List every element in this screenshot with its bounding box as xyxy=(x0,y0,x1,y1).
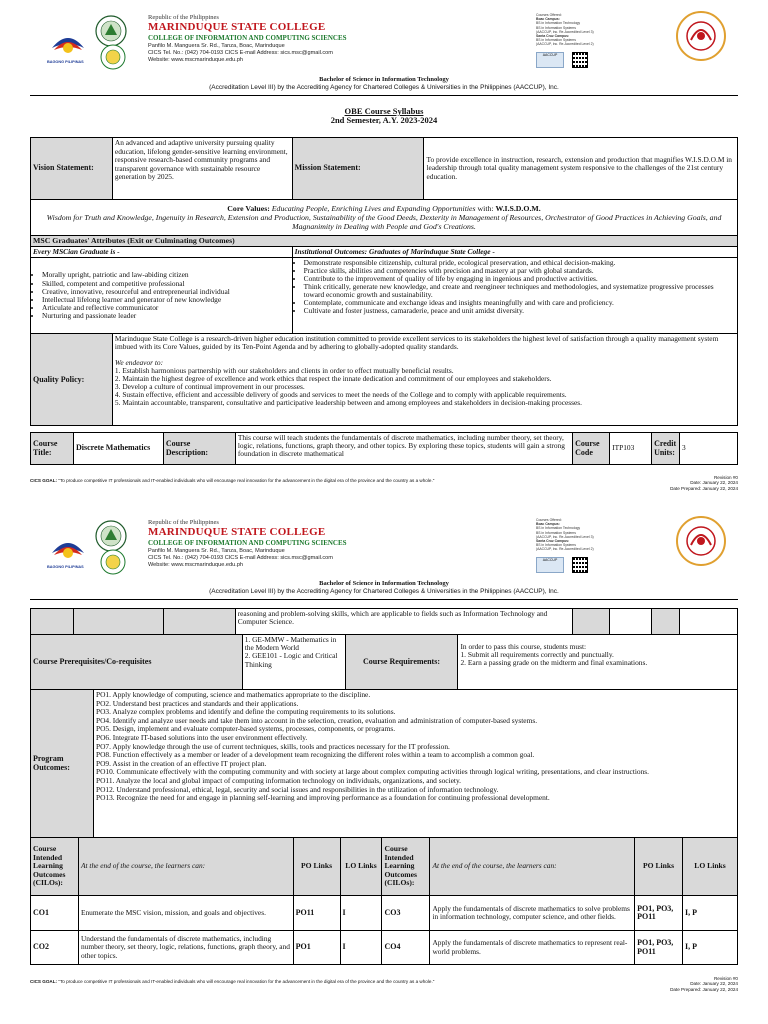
cilo-head-text: At the end of the course, the learners can: xyxy=(78,838,293,896)
credit-units: 3 xyxy=(680,433,738,465)
cilo-text: Enumerate the MSC vision, mission, and goals and objectives. xyxy=(78,896,293,931)
bagong-pilipinas-text: BAGONG PILIPINAS xyxy=(47,565,84,569)
course-code: ITP103 xyxy=(610,433,652,465)
graduate-attributes xyxy=(31,258,293,334)
campus-line: (AACCUP, Inc. Re-Accredited Level 2) xyxy=(536,42,594,47)
aaccup-badge: AACCUP xyxy=(536,557,564,573)
cilo-row xyxy=(31,896,738,931)
vision-label: Vision Statement: xyxy=(31,138,113,200)
lo-links-header: LO Links xyxy=(340,838,382,896)
quality-policy xyxy=(112,334,737,426)
institutional-outcome-item: • Contemplate, communicate and exchange ideas and insights meaningfully and with care and proficiency. xyxy=(304,299,735,307)
republic-text: Republic of the Philippines xyxy=(148,519,219,526)
credit-units-label: Credit Units: xyxy=(652,433,680,465)
campus-line: Boac Campus: xyxy=(536,17,560,22)
prerequisites-table xyxy=(30,634,738,690)
cics-goal-label: CICS GOAL: xyxy=(30,478,58,483)
msc-seal-logo xyxy=(95,520,127,552)
campus-line: BS in Information Systems xyxy=(536,38,576,43)
course-requirements xyxy=(458,635,738,690)
revision-block xyxy=(670,475,738,491)
institutional-outcomes-list xyxy=(295,259,735,315)
requirement-item: 2. Earn a passing grade on the midterm and final examinations. xyxy=(460,658,648,668)
prereq-list xyxy=(242,635,345,690)
address-block xyxy=(148,548,333,569)
contact-line: CICS Tel. No.: (042) 704-0193 CICS E-mail Address: sics.msc@gmail.com xyxy=(148,50,333,56)
revision-number: Revision #0 xyxy=(713,976,738,981)
vision-text: An advanced and adaptive university pursuing quality education, lifelong gender-sensitive learning environment, responsive research-based community programs and transparent governance with sustainable resource generation by 2025. xyxy=(112,138,292,200)
iso-certification-seal xyxy=(675,515,727,567)
course-desc-continuation xyxy=(30,608,738,635)
program-outcome-item: PO5. Design, implement and evaluate computer-based systems, processes, components, or programs. xyxy=(95,724,396,734)
syllabus-page-2 xyxy=(0,505,768,1024)
quality-policy-item: 4. Sustain effective, efficient and accessible delivery of goods and services to meet the needs of the College and to comply with applicable requirements. xyxy=(114,390,567,400)
program-outcome-item: PO9. Assist in the creation of an effective IT project plan. xyxy=(95,758,267,768)
program-accreditation: (Accreditation Level III) by the Accrediting Agency for Chartered Colleges & Universities in the Philippines (AACCUP), Inc. xyxy=(209,587,559,595)
campus-courses xyxy=(536,13,606,47)
quality-policy-item: 2. Maintain the highest degree of excellence and work ethics that respect the innate dedication and commitment of our employees and stakeholders. xyxy=(114,374,552,384)
vision-mission-table xyxy=(30,137,738,426)
prereq-item: 1. GE-MMW - Mathematics in the Modern World xyxy=(244,635,337,653)
program-outcomes-table xyxy=(30,689,738,838)
bagong-pilipinas-text: BAGONG PILIPINAS xyxy=(47,60,84,64)
campus-line: (AACCUP, Inc. Re-Accredited Level 2) xyxy=(536,547,594,552)
cilo-code: CO1 xyxy=(31,896,79,931)
graduate-attribute-item: • Intellectual lifelong learner and generator of new knowledge xyxy=(42,296,290,304)
requirement-item: 1. Submit all requirements correctly and punctually. xyxy=(460,650,614,660)
program-outcomes xyxy=(93,690,737,838)
campus-line: Boac Campus: xyxy=(536,522,560,527)
program-accreditation: (Accreditation Level III) by the Accrediting Agency for Chartered Colleges & Universities in the Philippines (AACCUP), Inc. xyxy=(209,83,559,91)
address-line: Panfilo M. Manguera Sr. Rd., Tanza, Boac, Marinduque xyxy=(148,548,285,554)
core-values-intro: Educating People, Enriching Lives and Expanding Opportunities xyxy=(271,204,476,213)
ccis-seal-logo xyxy=(100,44,126,70)
revision-date: Date: January 22, 2024 xyxy=(690,981,738,987)
page-header xyxy=(0,515,768,581)
program-outcome-item: PO2. Understand best practices and standards and their applications. xyxy=(95,698,299,708)
attributes-left-heading: Every MSCian Graduate is - xyxy=(31,247,293,258)
attributes-heading: MSC Graduates' Attributes (Exit or Culminating Outcomes) xyxy=(31,236,738,247)
date-prepared: Date Prepared: January 22, 2024 xyxy=(670,986,738,992)
graduate-attribute-item: • Nurturing and passionate leader xyxy=(42,312,290,320)
mission-label: Mission Statement: xyxy=(292,138,424,200)
quality-policy-item: 1. Establish harmonious partnership with our stakeholders and clients in order to effect mutually beneficial results. xyxy=(114,366,454,376)
college-name: MARINDUQUE STATE COLLEGE xyxy=(148,526,326,538)
ccis-seal-logo xyxy=(100,549,126,575)
msc-seal-logo xyxy=(95,15,127,47)
course-desc-continued: reasoning and problem-solving skills, which are applicable to fields such as Information Technology and Computer Science. xyxy=(235,609,573,635)
qr-code-icon xyxy=(572,52,588,68)
campus-line: BS in Information Systems xyxy=(536,25,576,30)
cilo-po: PO1, PO3, PO11 xyxy=(635,931,683,965)
cics-goal-label: CICS GOAL: xyxy=(30,979,58,984)
core-values-acronym: W.I.S.D.O.M. xyxy=(495,204,541,213)
cics-goal xyxy=(30,478,738,486)
prereq-label: Course Prerequisites/Co-requisites xyxy=(31,635,243,690)
cilo-code: CO4 xyxy=(382,931,430,965)
page-footer xyxy=(30,976,738,992)
course-info-table xyxy=(30,432,738,465)
core-values xyxy=(31,200,738,236)
campus-line: Courses Offered: xyxy=(536,13,562,17)
syllabus-title xyxy=(0,107,768,125)
qr-code-icon xyxy=(572,557,588,573)
program-outcome-item: PO12. Understand professional, ethical, legal, security and social issues and responsibilities in the utilization of information technology. xyxy=(95,784,499,794)
program-outcome-item: PO7. Apply knowledge through the use of current techniques, skills, tools and practices necessary for the IT profession. xyxy=(95,741,450,751)
core-values-label: Core Values: xyxy=(227,204,270,213)
cilo-head-label: Course Intended Learning Outcomes (CILOs): xyxy=(31,838,79,896)
cilo-text: Apply the fundamentals of discrete mathematics to solve problems in information technology, computer science, and other fields. xyxy=(430,896,635,931)
campus-line: Santa Cruz Campus: xyxy=(536,539,570,544)
cilo-row xyxy=(31,931,738,965)
course-desc-label: Course Description: xyxy=(163,433,235,465)
cics-goal-text: "To produce competitive IT professionals and IT-enabled individuals who will encourage real innovation for the advancement in the digital era of the province and the country as a whole." xyxy=(58,478,435,483)
program-name: Bachelor of Science in Information Technology xyxy=(319,580,449,587)
contact-line: CICS Tel. No.: (042) 704-0193 CICS E-mail Address: sics.msc@gmail.com xyxy=(148,555,333,561)
course-title-label: Course Title: xyxy=(31,433,74,465)
website-line: Website: www.mscmarinduque.edu.ph xyxy=(148,57,244,63)
institutional-outcome-item: • Think critically, generate new knowledge, and create and reengineer techniques and methodologies, and systematize progressive processes toward economic growth and sustainability. xyxy=(304,283,735,299)
campus-line: (AACCUP, Inc. Re-Accredited Level 3) xyxy=(536,534,594,539)
cilo-po: PO11 xyxy=(293,896,340,931)
iso-certification-seal xyxy=(675,10,727,62)
website-line: Website: www.mscmarinduque.edu.ph xyxy=(148,562,244,568)
institutional-outcome-item: • Demonstrate responsible citizenship, cultural pride, ecological preservation, and ethical decision-making. xyxy=(304,259,735,267)
page-header xyxy=(0,10,768,76)
divider xyxy=(30,95,738,96)
cilo-head-text-2: At the end of the course, the learners can: xyxy=(430,838,635,896)
course-title: Discrete Mathematics xyxy=(73,433,163,465)
revision-block xyxy=(670,976,738,992)
cilo-table xyxy=(30,837,738,965)
program-name: Bachelor of Science in Information Technology xyxy=(319,76,449,83)
campus-line: (AACCUP, Inc. Re-Accredited Level 3) xyxy=(536,29,594,34)
college-name: MARINDUQUE STATE COLLEGE xyxy=(148,21,326,33)
cilo-lo: I, P xyxy=(683,896,738,931)
campus-line: BS in Information Technology xyxy=(536,21,581,26)
program-outcome-item: PO6. Integrate IT-based solutions into the user environment effectively. xyxy=(95,732,308,742)
cilo-code: CO2 xyxy=(31,931,79,965)
quality-policy-label: Quality Policy: xyxy=(31,334,113,426)
po-links-header-2: PO Links xyxy=(635,838,683,896)
program-header xyxy=(0,76,768,91)
core-values-text: Wisdom for Truth and Knowledge, Ingenuity in Research, Extension and Production, Sustainability of the Good Deeds, Dexterity in Management of Resources, Orchestrator of Good Practices in Achieving Goals, and Magnanimity in Dealing with People and God's Creations. xyxy=(46,213,722,231)
graduate-attribute-item: • Articulate and reflective communicator xyxy=(42,304,290,312)
divider xyxy=(30,599,738,600)
campus-line: BS in Information Systems xyxy=(536,543,576,548)
date-prepared: Date Prepared: January 22, 2024 xyxy=(670,485,738,491)
program-outcome-item: PO11. Analyze the local and global impact of computing information technology on individuals, organizations, and society. xyxy=(95,775,462,785)
cics-goal xyxy=(30,979,738,987)
ccis-name: COLLEGE OF INFORMATION AND COMPUTING SCIENCES xyxy=(148,539,347,547)
graduate-attribute-item: • Morally upright, patriotic and law-abiding citizen xyxy=(42,271,290,279)
institutional-outcomes xyxy=(292,258,737,334)
aaccup-badge: AACCUP xyxy=(536,52,564,68)
quality-policy-item: 3. Develop a culture of continual improvement in our processes. xyxy=(114,382,305,392)
course-desc xyxy=(235,433,572,465)
cilo-lo: I xyxy=(340,896,382,931)
program-header xyxy=(0,580,768,595)
syllabus-page-1 xyxy=(0,0,768,500)
campus-line: BS in Information Systems xyxy=(536,530,576,535)
syllabus-term: 2nd Semester, A.Y. 2023-2024 xyxy=(330,115,438,125)
course-desc-text: This course will teach students the fundamentals of discrete mathematics, including number theory, set theory, logic, relations, functions, graph theory, and other topics. By exploring these topics, students will gain a strong foundation in discrete mathematical xyxy=(237,434,565,459)
cilo-po: PO1, PO3, PO11 xyxy=(635,896,683,931)
program-outcomes-label: Program Outcomes: xyxy=(31,690,94,838)
institutional-outcome-item: • Contribute to the improvement of quality of life by engaging in ingenious and productive activities. xyxy=(304,275,735,283)
graduate-attribute-item: • Creative, innovative, resourceful and entrepreneurial individual xyxy=(42,288,290,296)
program-outcome-item: PO4. Identify and analyze user needs and take them into account in the selection, creation, evaluation and administration of computer-based systems. xyxy=(95,715,538,725)
quality-policy-list xyxy=(115,367,735,407)
institutional-outcome-item: • Cultivate and foster justness, camaraderie, peace and unit amidst diversity. xyxy=(304,307,735,315)
program-outcomes-list xyxy=(96,691,735,803)
graduate-attribute-item: • Skilled, competent and competitive professional xyxy=(42,280,290,288)
prereq-item: 2. GEE101 - Logic and Critical Thinking xyxy=(244,651,338,669)
campus-line: Courses Offered: xyxy=(536,518,562,522)
quality-policy-item: 5. Maintain accountable, transparent, consultative and participative leadership between and among employees and stakeholders in decision-making processes. xyxy=(114,398,583,408)
cilo-po: PO1 xyxy=(293,931,340,965)
address-line: Panfilo M. Manguera Sr. Rd., Tanza, Boac, Marinduque xyxy=(148,43,285,49)
cilo-lo: I, P xyxy=(683,931,738,965)
republic-text: Republic of the Philippines xyxy=(148,14,219,21)
program-outcome-item: PO8. Function effectively as a member or leader of a development team recognizing the different roles within a team to accomplish a common goal. xyxy=(95,750,535,760)
mission-text xyxy=(424,138,738,200)
cilo-text: Understand the fundamentals of discrete mathematics, including number theory, set theory, logic, relations, functions, graph theory, and other topics. xyxy=(78,931,293,965)
campus-line: BS in Information Technology xyxy=(536,526,581,531)
graduate-attributes-list xyxy=(33,271,290,320)
address-block xyxy=(148,43,333,64)
cilo-lo: I xyxy=(340,931,382,965)
lo-links-header-2: LO Links xyxy=(683,838,738,896)
cics-goal-text: "To produce competitive IT professionals and IT-enabled individuals who will encourage real innovation for the advancement in the digital era of the province and the country as a whole." xyxy=(58,979,435,984)
requirements-intro: In order to pass this course, students must: xyxy=(460,642,587,651)
cilo-code: CO3 xyxy=(382,896,430,931)
program-outcome-item: PO3. Analyze complex problems and identify and define the computing requirements to its solutions. xyxy=(95,707,396,717)
cilo-head-label-2: Course Intended Learning Outcomes (CILOs): xyxy=(382,838,430,896)
page-footer xyxy=(30,475,738,491)
course-code-label: Course Code xyxy=(573,433,610,465)
core-values-with: with: xyxy=(477,204,494,213)
revision-number: Revision #0 xyxy=(713,475,738,480)
revision-date: Date: January 22, 2024 xyxy=(690,480,738,486)
po-links-header: PO Links xyxy=(293,838,340,896)
program-outcome-item: PO1. Apply knowledge of computing, science and mathematics appropriate to the discipline. xyxy=(95,690,371,699)
quality-policy-intro: Marinduque State College is a research-driven higher education institution committed to provide excellent services to its stakeholders the highest level of satisfaction through a quality management system imbued with its Core Values, guided by its Ten-Point Agenda and by adhering to globally-adopted quality standards. xyxy=(114,334,719,352)
institutional-outcome-item: • Practice skills, abilities and competencies with precision and mastery at par with global standards. xyxy=(304,267,735,275)
program-outcome-item: PO13. Recognize the need for and engage in planning self-learning and improving performance as a foundation for continuing professional development. xyxy=(95,793,550,803)
campus-line: Santa Cruz Campus: xyxy=(536,34,570,39)
mission-text-body: To provide excellence in instruction, research, extension and production that magnifies W.I.S.D.O.M in leadership through total quality management system responsive to the challenges of the 21st century education. xyxy=(426,154,732,181)
campus-courses xyxy=(536,518,606,552)
program-outcome-item: PO10. Communicate effectively with the computing community and with society at large about complex computing activities through logical writing, presentations, and clear instructions. xyxy=(95,767,650,777)
cilo-text: Apply the fundamentals of discrete mathematics to represent real-world problems. xyxy=(430,931,635,965)
ccis-name: COLLEGE OF INFORMATION AND COMPUTING SCIENCES xyxy=(148,34,347,42)
quality-policy-endeavor: We endeavor to: xyxy=(114,358,164,368)
course-requirements-label: Course Requirements: xyxy=(345,635,458,690)
attributes-right-heading: Institutional Outcomes: Graduates of Marinduque State College - xyxy=(292,247,737,258)
syllabus-title-text: OBE Course Syllabus xyxy=(344,106,424,116)
